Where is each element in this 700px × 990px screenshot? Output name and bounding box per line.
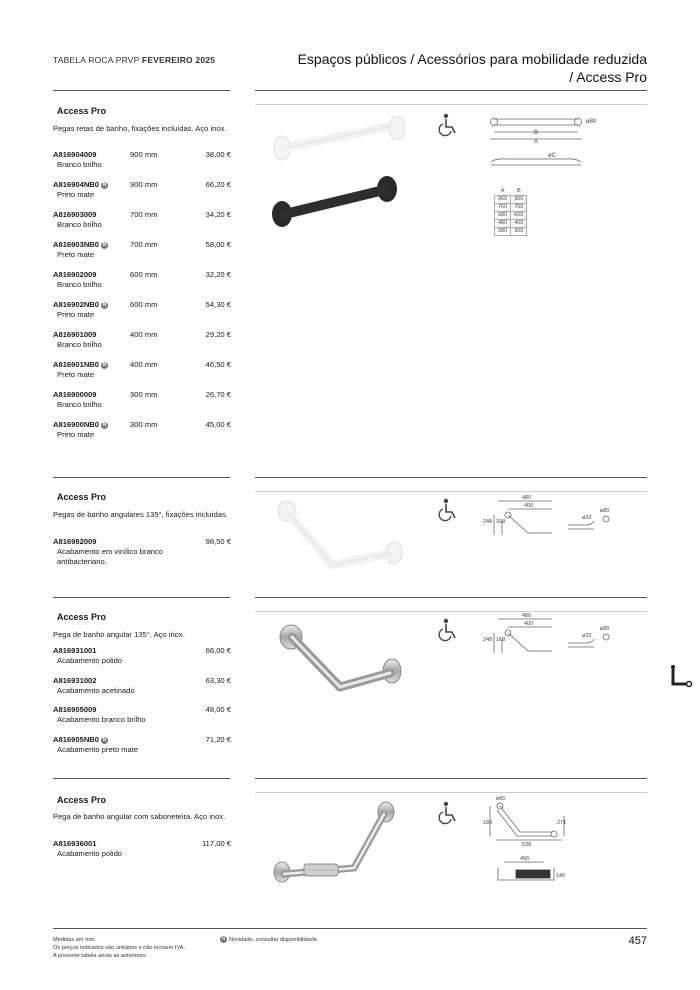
svg-text:480: 480 [522, 495, 532, 501]
svg-text:ø80: ø80 [600, 626, 610, 632]
product-code: A816902009 [53, 270, 97, 279]
product-finish: Acabamento em vinílico branco antibacteriano. [57, 547, 163, 566]
page-number: 457 [628, 935, 647, 947]
product-code: A816901NB0 N [53, 360, 107, 369]
table-row: 760 700 [495, 204, 527, 212]
angular-chrome-grab-bar-image [262, 615, 412, 725]
svg-text:248: 248 [483, 519, 493, 525]
svg-text:ø32: ø32 [582, 633, 592, 639]
product-price: 34,20 € [205, 210, 231, 219]
new-badge-icon: N [102, 242, 107, 248]
wheelchair-icon [434, 497, 460, 525]
new-badge-icon: N [102, 182, 107, 188]
divider [255, 792, 647, 793]
product-finish: Branco brilho [57, 400, 102, 409]
product-finish: Acabamento polido [57, 656, 123, 665]
section-description: Pegas retas de banho, fixações incluídas. Aço inox. [53, 124, 227, 133]
svg-text:480: 480 [522, 613, 532, 619]
divider [53, 597, 230, 598]
section-description: Pega de banho angular com saboneteira. Aço inox. [53, 812, 226, 821]
svg-text:168: 168 [496, 637, 506, 643]
svg-text:ø32: ø32 [582, 515, 592, 521]
product-size: 700 mm [130, 210, 158, 219]
divider [53, 928, 647, 929]
diameter-label: ø80 [586, 119, 597, 125]
angular-bar-drawing [482, 611, 622, 666]
section-description: Pega de banho angular 135°. Aço inox. [53, 630, 185, 639]
straight-grab-bar-image [262, 112, 412, 242]
divider [255, 104, 647, 105]
product-code: A816902NB0 N [53, 300, 107, 309]
divider [53, 90, 230, 91]
product-price: 46,50 € [205, 360, 231, 369]
new-badge-icon: N [221, 936, 226, 942]
divider [255, 597, 647, 598]
product-code: A816982009 [53, 537, 97, 546]
product-price: 63,30 € [205, 675, 231, 685]
product-price: 66,00 € [205, 646, 231, 655]
new-badge-icon: N [102, 302, 107, 308]
svg-text:168: 168 [496, 519, 506, 525]
soap-dish-grab-bar-image [262, 800, 412, 895]
svg-text:248: 248 [483, 637, 493, 643]
footer-novelty-note: N Novidade, consultar disponibilidade. [221, 936, 319, 943]
wheelchair-icon [434, 617, 460, 645]
product-code: A816901009 [53, 330, 97, 339]
dimension-c-label: øC [548, 153, 556, 159]
wheelchair-icon [434, 800, 460, 828]
product-finish: Branco brilho [57, 340, 102, 349]
footer-notes: Medidas em mm. Os preços indicados são unitários e não incluem IVA. A presente tabela anula as anteriores. [53, 937, 186, 959]
product-price: 29,20 € [205, 330, 231, 339]
product-size: 600 mm [130, 300, 158, 309]
grab-bar-tab-icon [668, 664, 694, 690]
product-finish: Acabamento acetinado [57, 685, 135, 695]
product-code: A816904NB0 N [53, 180, 107, 189]
product-size: 600 mm [130, 270, 158, 279]
divider [255, 477, 647, 478]
section-title: Access Pro [57, 492, 107, 502]
svg-text:538: 538 [522, 842, 532, 848]
table-header: A [500, 188, 505, 194]
new-badge-icon: N [102, 736, 107, 743]
divider [255, 491, 647, 492]
soap-dish-bar-drawing [482, 792, 582, 892]
product-code: A816905009 [53, 705, 97, 714]
product-price: 98,50 € [205, 537, 231, 546]
product-size: 400 mm [130, 330, 158, 339]
header-catalog-label: TABELA ROCA PRVP FEVEREIRO 2025 [53, 55, 216, 65]
product-price: 45,00 € [205, 420, 231, 429]
product-finish: Branco brilho [57, 160, 102, 169]
product-finish: Preto mate [57, 190, 95, 199]
product-code: A816931002 [53, 675, 97, 685]
table-row: 680 600 [495, 212, 527, 220]
product-price: 32,20 € [205, 270, 231, 279]
table-row: 480 400 [495, 220, 527, 228]
product-finish: Branco brilho [57, 280, 102, 289]
section-title: Access Pro [57, 612, 107, 622]
svg-text:ø80: ø80 [496, 796, 506, 802]
product-price: 38,00 € [205, 150, 231, 159]
product-size: 400 mm [130, 360, 158, 369]
product-code: A816904009 [53, 150, 97, 159]
product-finish: Branco brilho [57, 220, 102, 229]
svg-text:140: 140 [556, 873, 566, 879]
product-price: 66,20 € [205, 180, 231, 189]
product-code: A816905NB0 N [53, 734, 107, 744]
angular-bar-drawing [482, 493, 622, 548]
svg-text:271: 271 [557, 820, 567, 826]
wheelchair-icon [434, 112, 460, 140]
product-finish: Preto mate [57, 310, 95, 319]
product-price: 117,00 € [202, 839, 231, 848]
product-price: 58,00 € [205, 240, 231, 249]
divider [255, 90, 647, 91]
dimension-table [494, 188, 527, 236]
dimension-a-label: A [534, 139, 539, 145]
section-title: Access Pro [57, 795, 107, 805]
product-code: A816903009 [53, 210, 97, 219]
svg-text:400: 400 [524, 621, 534, 627]
product-code: A816931001 [53, 646, 97, 655]
product-price: 54,30 € [205, 300, 231, 309]
product-size: 900 mm [130, 150, 158, 159]
svg-text:189: 189 [483, 820, 493, 826]
svg-text:ø80: ø80 [600, 508, 610, 514]
product-price: 71,20 € [205, 734, 231, 744]
product-price: 48,00 € [205, 705, 231, 714]
product-size: 300 mm [130, 390, 158, 399]
svg-text:400: 400 [524, 503, 534, 509]
product-code: A816903NB0 N [53, 240, 107, 249]
table-row: 960 900 [495, 196, 527, 204]
angular-white-grab-bar-image [262, 497, 412, 592]
product-code: A816900009 [53, 390, 97, 399]
svg-text:456: 456 [520, 856, 530, 862]
product-code: A816900NB0 N [53, 420, 107, 429]
new-badge-icon: N [102, 422, 107, 428]
straight-bar-drawing [486, 112, 601, 182]
divider [53, 477, 230, 478]
table-row: 380 300 [495, 228, 527, 236]
product-price: 26,70 € [205, 390, 231, 399]
product-finish: Acabamento polido [57, 849, 123, 858]
product-finish: Acabamento branco brilho [57, 715, 146, 724]
page-title: Espaços públicos / Acessórios para mobilidade reduzida / Access Pro [297, 51, 647, 85]
dimension-b-label: B [534, 130, 539, 136]
divider [53, 778, 230, 779]
product-finish: Acabamento preto mate [57, 744, 139, 754]
product-finish: Preto mate [57, 430, 95, 439]
table-header: B [516, 188, 521, 194]
product-finish: Preto mate [57, 370, 95, 379]
product-size: 700 mm [130, 240, 158, 249]
section-description: Pegas de banho angulares 135°, fixações incluídas. [53, 510, 228, 519]
product-code: A816936001 [53, 839, 97, 848]
product-size: 900 mm [130, 180, 158, 189]
divider [255, 778, 647, 779]
section-title: Access Pro [57, 106, 107, 116]
product-size: 300 mm [130, 420, 158, 429]
product-finish: Preto mate [57, 250, 95, 259]
new-badge-icon: N [102, 362, 107, 368]
